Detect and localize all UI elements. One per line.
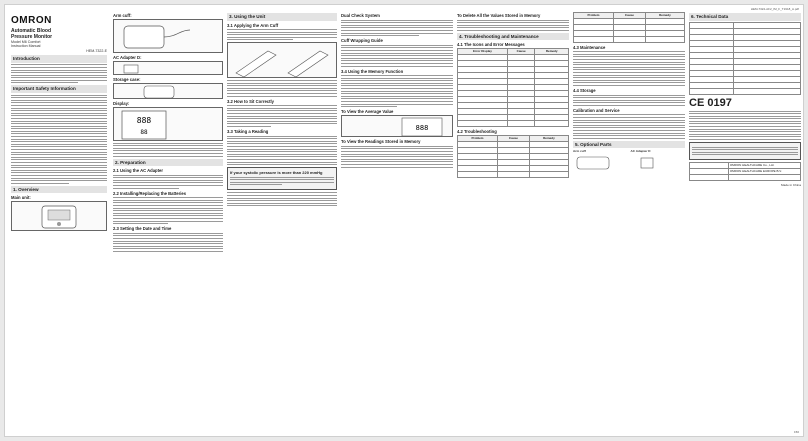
eu-representative: OMRON HEALTHCARE EUROPE B.V.: [728, 169, 800, 175]
manual-label: Instruction Manual: [11, 44, 41, 49]
display-figure: [113, 107, 223, 141]
ce-mark: CE 0197: [689, 96, 732, 109]
error-table: [457, 48, 569, 127]
column-2: [113, 11, 223, 432]
optional-parts-row: [573, 149, 685, 177]
cause-col-header: Cause: [497, 136, 529, 142]
calibration-heading: Calibration and Service: [573, 107, 620, 113]
text-block: [341, 45, 453, 67]
text-block: [227, 192, 337, 206]
optional-cuff-illustration: [573, 154, 623, 172]
average-lcd-illustration: [342, 116, 452, 138]
arm-illustration: [228, 43, 336, 79]
main-unit-heading: Main unit:: [11, 195, 31, 201]
section-introduction: Introduction: [11, 55, 107, 63]
brand-logo: OMRON: [11, 15, 52, 26]
main-unit-figure: [11, 201, 107, 231]
cause-col-header: Cause: [613, 13, 645, 19]
adapter-illustration: [114, 62, 222, 76]
problem-col-header: Problem: [574, 13, 614, 19]
table-row: [690, 174, 801, 180]
cuff-wrap-heading: Cuff Wrapping Guide: [341, 38, 383, 44]
monitor-illustration: [12, 202, 106, 232]
column-4: [341, 11, 453, 432]
remedy-col-header: Remedy: [645, 13, 684, 19]
section-using-unit: 3. Using the Unit: [227, 13, 337, 21]
adapter-figure: [113, 61, 223, 75]
text-block: [573, 114, 685, 138]
text-block: [573, 95, 685, 106]
display-heading: Display:: [113, 101, 130, 106]
svg-text:888: 888: [415, 124, 429, 133]
callout-title: If your systolic pressure is more than 220 mmHg: [230, 170, 323, 176]
problem-table-continued: [573, 12, 685, 43]
page-number: 150: [793, 430, 799, 434]
section-troubleshooting: 4. Troubleshooting and Maintenance: [457, 33, 569, 41]
subsection-4-2: 4.2 Troubleshooting: [457, 129, 497, 135]
arm-cuff-illustration: [114, 20, 222, 54]
subsection-4-1: 4.1 The Icons and Error Messages: [457, 42, 525, 48]
subsection-3-4: 3.4 Using the Memory Function: [341, 68, 404, 74]
arm-cuff-heading: Arm cuff:: [113, 13, 132, 18]
text-block: [341, 146, 453, 168]
average-display-figure: [341, 115, 453, 137]
made-in-label: Made in China: [781, 182, 801, 187]
column-6: [573, 11, 685, 432]
section-optional-parts: 5. Optional Parts: [573, 141, 685, 149]
cover-column: [11, 11, 107, 432]
text-block: [457, 20, 569, 31]
systolic-warning-callout: [227, 167, 337, 190]
remedy-col-header: Remedy: [535, 49, 569, 55]
subsection-2-2: 2.2 Installing/Replacing the Batteries: [113, 190, 187, 196]
column-7: [689, 11, 801, 432]
text-block: [113, 197, 223, 224]
svg-text:888: 888: [136, 116, 152, 125]
subsection-3-3: 3.3 Taking a Reading: [227, 128, 269, 134]
average-value-heading: To View the Average Value: [341, 109, 394, 115]
disposal-info-box: [689, 142, 801, 160]
remedy-col-header: Remedy: [529, 136, 568, 142]
dual-check-heading: Dual Check System: [341, 13, 380, 18]
cause-col-header: Cause: [507, 49, 534, 55]
subsection-3-1: 3.1 Applying the Arm Cuff: [227, 22, 279, 28]
manufacturer-table: [689, 162, 801, 180]
model-code: HEM-7322-E: [86, 48, 107, 53]
error-col-header: Error Display: [458, 49, 508, 55]
part-ac-adapter: AC Adapter D: [630, 149, 651, 154]
table-row: [690, 88, 801, 94]
column-5: [457, 11, 569, 432]
title-line-1: Automatic Blood: [11, 28, 51, 34]
section-preparation: 2. Preparation: [113, 159, 223, 167]
cuff-application-figure: [227, 42, 337, 78]
part-arm-cuff: Arm cuff: [573, 149, 586, 154]
text-block: [573, 51, 685, 86]
adapter-heading: AC Adapter D:: [113, 55, 142, 60]
document-file-tag: HEM-7322-AF2_IM_F_T1918_A.pdf: [750, 7, 799, 11]
column-3: [227, 11, 337, 432]
text-block: [341, 20, 453, 37]
text-block: [227, 105, 337, 127]
subsection-2-1: 2.1 Using the AC Adapter: [113, 168, 163, 174]
delete-memory-heading: To Delete All the Values Stored in Memory: [457, 13, 541, 18]
problem-col-header: Problem: [458, 136, 498, 142]
text-block: [113, 175, 223, 189]
text-block: [689, 111, 801, 141]
arm-cuff-figure: [113, 19, 223, 53]
section-safety: Important Safety Information: [11, 85, 107, 93]
manual-sheet: [4, 4, 804, 437]
model-name: Model M6 Comfort: [11, 40, 41, 44]
table-row: [458, 121, 569, 127]
subsection-2-3: 2.3 Setting the Date and Time: [113, 226, 172, 232]
text-block: [113, 233, 223, 252]
text-block: [227, 136, 337, 166]
storage-case-illustration: [114, 84, 222, 100]
manufacturer-name: OMRON HEALTHCARE Co., Ltd.: [728, 163, 800, 169]
spec-table: [689, 22, 801, 95]
subsection-3-2: 3.2 How to Sit Correctly: [227, 98, 275, 104]
title-line-2: Pressure Monitor: [11, 34, 53, 40]
stored-readings-heading: To View the Readings Stored in Memory: [341, 139, 421, 145]
storage-figure: [113, 83, 223, 99]
section-overview: 1. Overview: [11, 186, 107, 194]
text-block: [341, 75, 453, 107]
table-row: [458, 171, 569, 177]
text-block: [227, 29, 337, 40]
legend-block: [113, 143, 223, 157]
subsection-4-3: 4.3 Maintenance: [573, 44, 606, 50]
storage-heading: Storage case:: [113, 77, 141, 82]
text-block: [11, 95, 107, 184]
section-technical-data: 6. Technical Data: [689, 13, 801, 21]
table-row: [574, 36, 685, 42]
lcd-illustration: [114, 108, 222, 142]
troubleshooting-table: [457, 135, 569, 178]
text-block: [227, 80, 337, 97]
subsection-4-4: 4.4 Storage: [573, 87, 596, 93]
optional-adapter-illustration: [631, 154, 681, 172]
svg-text:88: 88: [140, 129, 148, 136]
text-block: [11, 64, 107, 83]
